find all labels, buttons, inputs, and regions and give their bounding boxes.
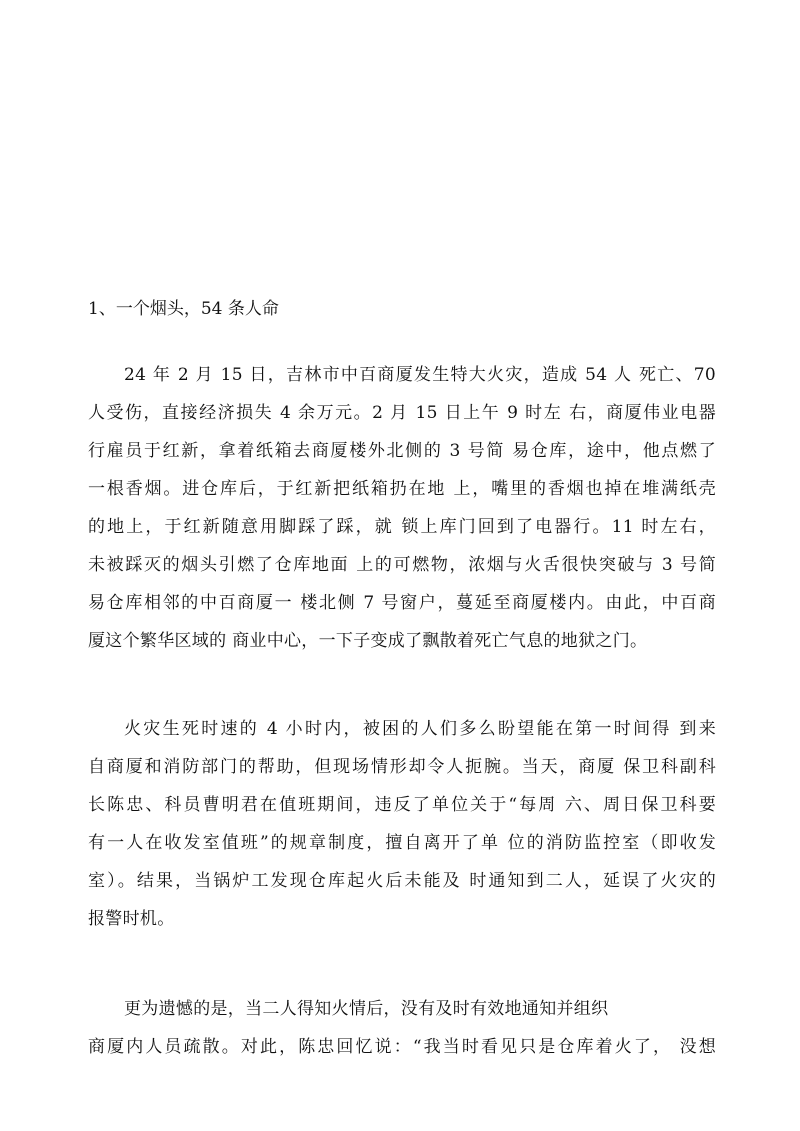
paragraph-line: 厦这个繁华区域的 商业中心，一下子变成了飘散着死亡气息的地狱之门。	[88, 631, 648, 651]
paragraph-line: 24 年 2 月 15 日，吉林市中百商厦发生特大火灾，造成 54 人 死亡、70	[124, 365, 716, 385]
paragraph-line: 行雇员于红新，拿着纸箱去商厦楼外北侧的 3 号简 易仓库，途中，他点燃了	[88, 441, 716, 461]
section-heading: 1、一个烟头，54 条人命	[88, 299, 279, 319]
paragraph-line: 更为遗憾的是，当二人得知火情后，没有及时有效地通知并组织	[124, 999, 609, 1019]
paragraph-line: 的地上，于红新随意用脚踩了踩，就 锁上库门回到了电器行。11 时左右，	[88, 517, 716, 537]
paragraph-fire-cause	[88, 356, 716, 660]
paragraph-line: 报警时机。	[88, 909, 175, 929]
paragraph-line: 人受伤，直接经济损失 4 余万元。2 月 15 日上午 9 时左 右，商厦伟业电器	[88, 403, 716, 423]
paragraph-evacuation	[88, 990, 716, 1066]
paragraph-line: 室）。结果，当锅炉工发现仓库起火后未能及 时通知到二人，延误了火灾的	[88, 871, 716, 891]
paragraph-rescue-delay	[88, 710, 716, 938]
paragraph-line: 商厦内人员疏散。对此，陈忠回忆说：“我当时看见只是仓库着火了， 没想	[88, 1037, 716, 1057]
paragraph-line: 火灾生死时速的 4 小时内，被困的人们多么盼望能在第一时间得 到来	[124, 719, 716, 739]
paragraph-line: 一根香烟。进仓库后，于红新把纸箱扔在地 上，嘴里的香烟也掉在堆满纸壳	[88, 479, 716, 499]
paragraph-line: 易仓库相邻的中百商厦一 楼北侧 7 号窗户，蔓延至商厦楼内。由此，中百商	[88, 593, 716, 613]
paragraph-line: 未被踩灭的烟头引燃了仓库地面 上的可燃物，浓烟与火舌很快突破与 3 号简	[88, 555, 716, 575]
paragraph-line: 自商厦和消防部门的帮助，但现场情形却令人扼腕。当天，商厦 保卫科副科	[88, 757, 716, 777]
paragraph-line: 长陈忠、科员曹明君在值班期间，违反了单位关于“每周 六、周日保卫科要	[88, 795, 716, 815]
paragraph-line: 有一人在收发室值班”的规章制度，擅自离开了单 位的消防监控室（即收发	[88, 833, 716, 853]
